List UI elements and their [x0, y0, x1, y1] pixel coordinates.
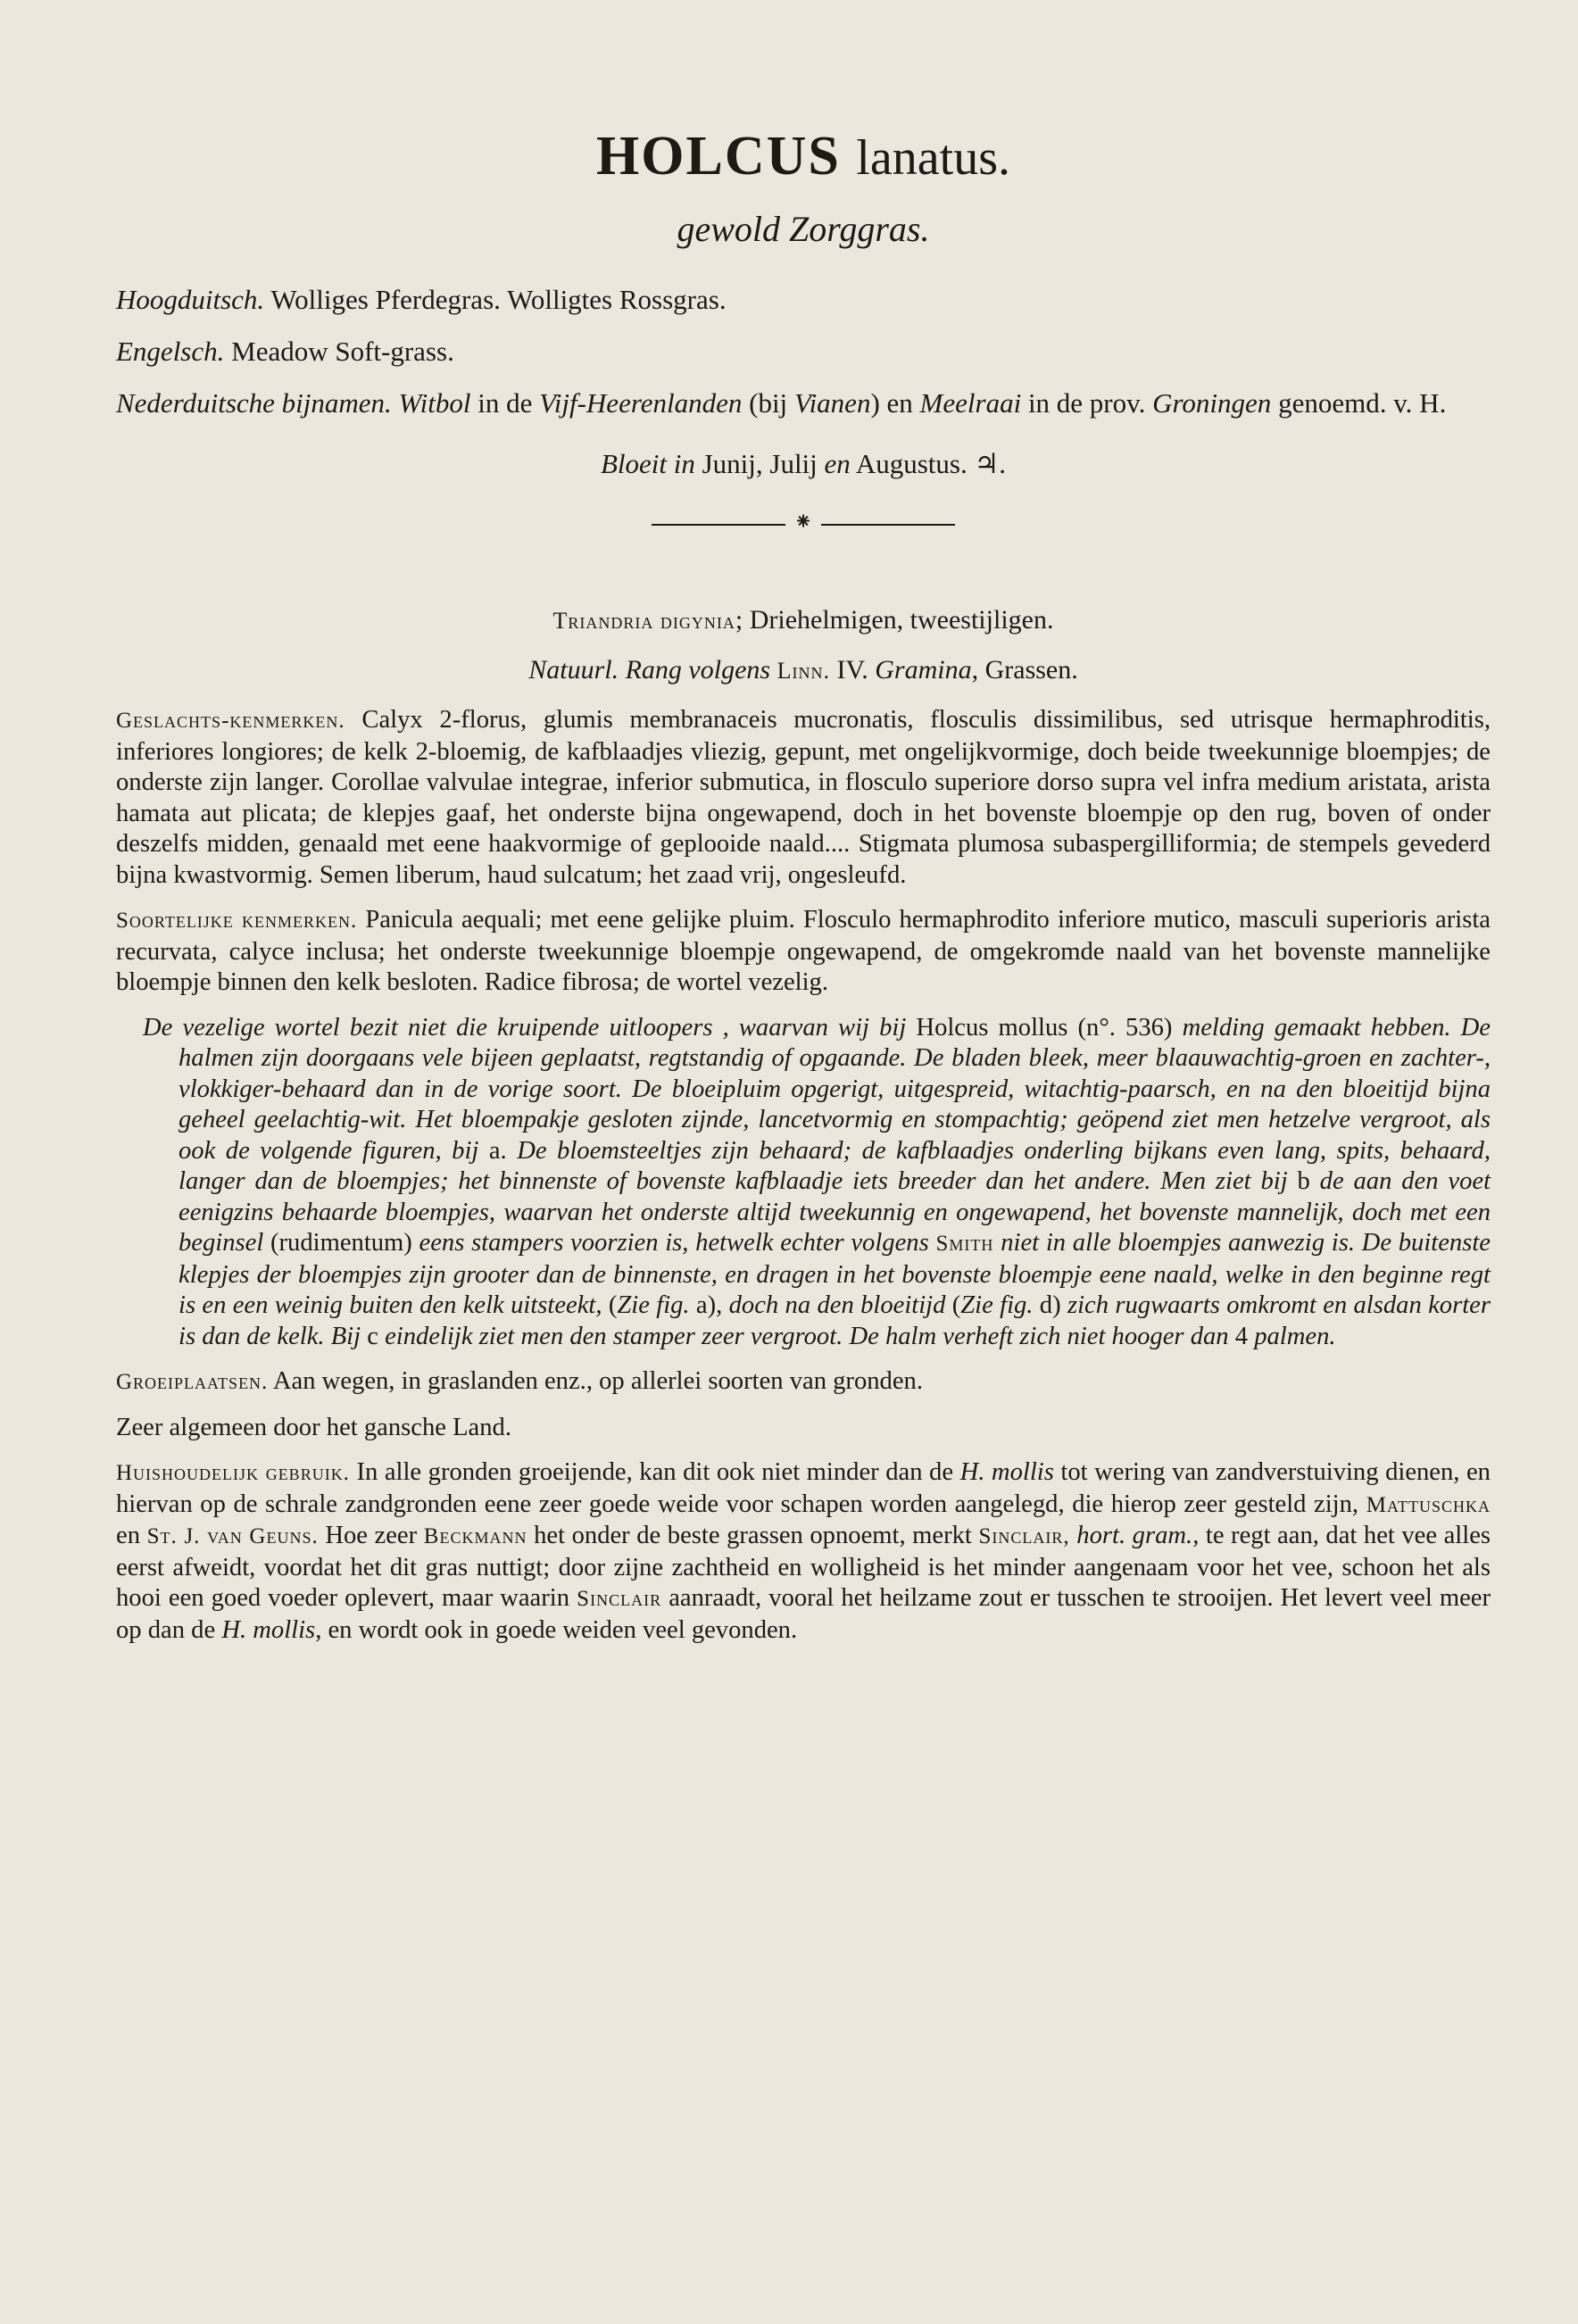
title-genus: HOLCUS — [596, 126, 841, 187]
name-part: (bij — [742, 387, 794, 419]
desc-text: ( — [602, 1291, 618, 1319]
habitat — [116, 1366, 1491, 1399]
class-name: Triandria digynia — [552, 608, 735, 634]
section-text: Calyx 2-florus, glumis membranaceis mucronatis, flosculis dissimilibus, sed utrisque hermaphroditis, inferiores longiores; de kelk 2-bloemig, de kafblaadjes vliezig, gepunt, met ongelijkvormige, doch beide tweekunnige bloempjes; de onderste zijn langer. Corollae valvulae integrae, inferior submutica, in flosculo superiore dorso supra vel infra medium aristata, arista hamata aut plicata; de klepjes gaaf, het onderste bijna ongewapend, doch in het bovenste bloempje op den rug, boven of onder deszelfs midden, genaald met eene haakvormige of geplooide naald.... Stigmata plumosa subaspergilliformia; de stempels gevederd bijna kwastvormig. Semen liberum, haud sulcatum; het zaad vrij, ongesleufd. — [116, 706, 1491, 889]
name-part: Vijf-Heerenlanden — [539, 387, 743, 419]
desc-text: (rudimentum) — [263, 1229, 419, 1257]
desc-text: doch na den bloeitijd — [728, 1291, 946, 1319]
use-text: , te regt aan, dat het vee alles eerst afweidt, voordat het dit gras nuttigt; door zijne zachtheid en wolligheid is het minder aangenaam voor het vee, schoon het als hooi een goed voeder oplevert, maar waarin — [116, 1522, 1491, 1612]
bloom-and: en — [824, 448, 851, 479]
use-text: Beckmann — [417, 1524, 535, 1548]
desc-text: Zie fig. — [617, 1291, 690, 1319]
desc-text: c — [361, 1322, 386, 1350]
divider-line — [652, 524, 785, 526]
name-label: Nederduitsche bijnamen. — [116, 387, 392, 419]
vernacular-names — [116, 282, 1491, 421]
name-label: Engelsch. — [116, 336, 225, 367]
name-german — [116, 282, 1491, 318]
desc-text: niet in alle bloempjes aanwezig is. De buitenste klepjes der bloempjes zijn grooter dan de binnenste, en dragen in het bovenste bloempje eene naald, welke in den beginne regt is en een weinig buiten den kelk uitsteekt, — [179, 1229, 1491, 1319]
name-part: ) en — [870, 387, 920, 419]
use-text: St. J. van Geuns. — [140, 1524, 326, 1548]
rank-rest: , Grassen. — [971, 655, 1078, 685]
section-head: Groeiplaatsen. — [116, 1370, 269, 1394]
household-use — [116, 1457, 1491, 1646]
use-text: In alle gronden groeijende, kan dit ook niet minder dan de — [356, 1458, 954, 1486]
name-text: Meadow Soft-grass. — [231, 336, 454, 367]
name-part: Witbol — [398, 387, 471, 419]
section-text: Aan wegen, in graslanden enz., op allerlei soorten van gronden. — [272, 1367, 923, 1395]
distribution: Zeer algemeen door het gansche Land. — [116, 1413, 511, 1441]
desc-text: palmen. — [1254, 1322, 1336, 1350]
use-text: Hoe zeer — [325, 1522, 418, 1549]
species-characters — [116, 905, 1491, 999]
use-text: Mattuschka — [1358, 1492, 1491, 1517]
desc-text: a. — [478, 1136, 518, 1165]
desc-text: 4 — [1228, 1322, 1255, 1350]
desc-text: Holcus mollus (n°. 536) — [906, 1013, 1183, 1042]
use-text: tot wering van zandverstuiving dienen, en hiervan op de schrale zandgronden eene zeer goede weide voor schapen worden aangelegd, die hierop zeer gesteld zijn, — [116, 1458, 1491, 1518]
rank-author: Linn. — [777, 658, 830, 684]
asterism-icon: ⁕ — [793, 509, 813, 535]
name-part: genoemd. v. H. — [1271, 387, 1447, 419]
name-text: Wolliges Pferdegras. Wolligtes Rossgras. — [270, 284, 727, 315]
desc-text: eens stampers voorzien is, hetwelk echter volgens — [419, 1229, 929, 1257]
page-title — [116, 125, 1491, 188]
use-text: aanraadt, vooral het heilzame zout er tusschen te strooijen. Het levert veel meer op dan de — [116, 1584, 1491, 1644]
name-part: in de prov. — [1021, 387, 1153, 419]
desc-text: d) — [1033, 1291, 1067, 1319]
use-text: hort. gram. — [1076, 1522, 1193, 1549]
genus-characters — [116, 705, 1491, 891]
use-text: Sinclair — [569, 1587, 669, 1611]
rank-group: Gramina — [875, 655, 972, 685]
perennial-symbol: ♃. — [974, 448, 1007, 479]
title-species: lanatus. — [856, 130, 1010, 186]
section-text: Panicula aequali; met eene gelijke pluim. Flosculo hermaphrodito inferiore mutico, masculi superioris arista recurvata, calyce inclusa; het onderste tweekunnige bloempje ongewapend, de omgekromde naald van het bovenste mannelijke bloempje binnen den kelk besloten. Radice fibrosa; de wortel vezelig. — [116, 906, 1491, 996]
desc-text: b — [1287, 1167, 1320, 1195]
class-rest: ; Driehelmigen, tweestijligen. — [735, 605, 1054, 635]
subtitle: gewold Zorggras. — [677, 209, 930, 249]
use-text: Sinclair, — [971, 1524, 1077, 1548]
use-text: , en wordt ook in goede weiden veel gevonden. — [315, 1615, 798, 1644]
article-body — [116, 705, 1491, 1646]
bloom-line — [116, 448, 1491, 480]
ornament-divider — [652, 509, 955, 535]
section-head: Geslachts-kenmerken. — [116, 709, 345, 733]
use-text: en — [116, 1522, 140, 1549]
name-label: Hoogduitsch. — [116, 284, 265, 315]
use-text: het onder de beste grassen opnoemt, merkt — [534, 1522, 972, 1549]
desc-text: eindelijk ziet men den stamper zeer vergroot. De halm verheft zich niet hooger dan — [385, 1322, 1229, 1350]
linnaean-class — [116, 605, 1491, 635]
desc-text: De vezelige wortel bezit niet die kruipende uitloopers , waarvan wij bij — [143, 1013, 907, 1042]
natural-rank — [116, 655, 1491, 685]
desc-text: melding gemaakt hebben. De halmen zijn doorgaans vele bijeen geplaatst, regtstandig of opgaande. De bladen bleek, meer blaauwachtig-groen en zachter-, vlokkiger-behaard dan in de vorige soort. De bloeipluim opgerigt, uitgespreid, witachtig-paarsch, en na den bloeitijd bijna geheel geelachtig-wit. Het bloempakje gesloten zijnde, lancetvormig en stompachtig; geöpend ziet men hetzelve vergroot, als ook de volgende figuren, bij — [179, 1013, 1491, 1165]
name-dutch — [116, 386, 1491, 421]
bloom-months: Augustus. — [855, 448, 968, 479]
section-head: Soortelijke kenmerken. — [116, 909, 358, 933]
desc-text: ( — [945, 1291, 961, 1319]
name-english — [116, 334, 1491, 369]
bloom-months: Junij, Julij — [702, 448, 818, 479]
name-part: Groningen — [1152, 387, 1272, 419]
name-part: Vianen — [793, 387, 871, 419]
divider-line — [821, 524, 955, 526]
use-text: H. mollis — [215, 1615, 316, 1644]
use-text: H. mollis — [953, 1458, 1061, 1486]
desc-text: a), — [689, 1291, 729, 1319]
rank-lead: Natuurl. Rang volgens — [528, 655, 771, 685]
name-part: Meelraai — [919, 387, 1022, 419]
bloom-lead: Bloeit in — [600, 448, 695, 479]
desc-text: de aan den voet eenigzins behaarde bloempjes, waarvan het onderste altijd tweekunnig en ongewapend, het bovenste mannelijk, doch met een beginsel — [179, 1167, 1491, 1257]
page — [116, 125, 1491, 1660]
desc-text: De bloemsteeltjes zijn behaard; de kafblaadjes onderling bijkans even lang, spits, behaard, langer dan de bloempjes; het binnenste of bovenste kafblaadje iets breeder dan het andere. Men ziet bij — [179, 1136, 1491, 1195]
rank-number: IV. — [836, 655, 868, 685]
desc-text: Zie fig. — [960, 1291, 1034, 1319]
section-head: Huishoudelijk gebruik. — [116, 1461, 350, 1485]
desc-text: zich rugwaarts omkromt en alsdan korter is dan de kelk. Bij — [179, 1291, 1491, 1350]
name-part: in de — [470, 387, 540, 419]
description — [116, 1013, 1491, 1353]
desc-text: Smith — [928, 1232, 1001, 1256]
